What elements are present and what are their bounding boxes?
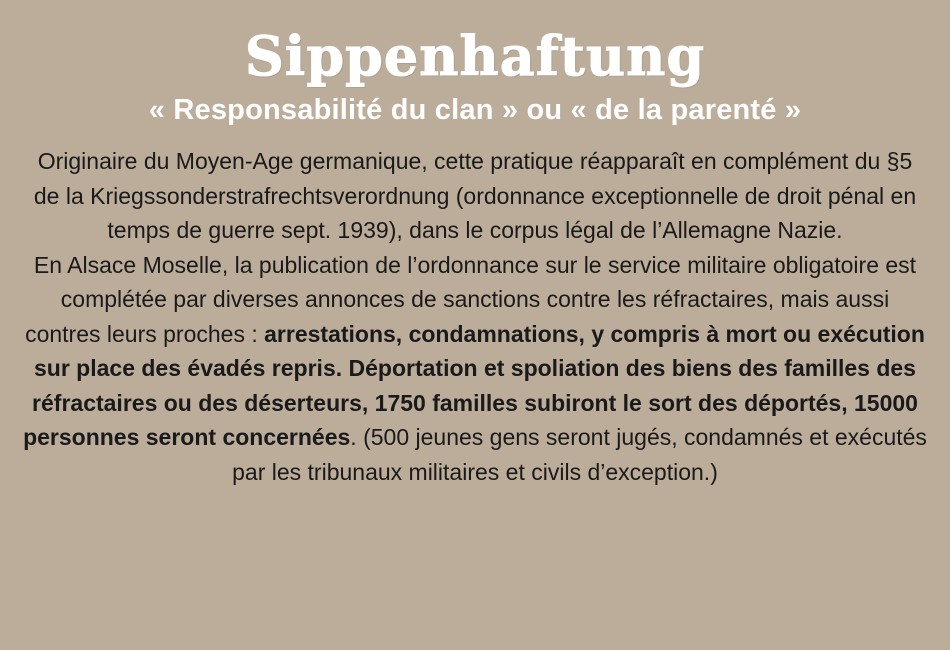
paragraph-text-start: En Alsace Moselle, la publication de l’ordonnance sur le service militaire obligatoire est complétée par diverses annonces de sanctions contre les réfractaires, mais aussi contres leurs proches :: [25, 251, 917, 347]
paragraph-text-end: . (500 jeunes gens seront jugés, condamnés et exécutés par les tribunaux militaires et civils d’exception.): [232, 424, 927, 485]
body-text: [22, 144, 928, 489]
paragraph-alsace-moselle: [22, 248, 928, 490]
paragraph-origin: Originaire du Moyen-Age germanique, cette pratique réapparaît en complément du §5 de la Kriegssonderstrafrechtsverordnung (ordonnance exceptionnelle de droit pénal en temps de guerre sept. 1939), dans le corpus légal de l’Allemagne Nazie.: [33, 148, 917, 243]
page-subtitle: « Responsabilité du clan » ou « de la parenté »: [148, 94, 802, 126]
page-title: Sippenhaftung: [244, 24, 706, 88]
sanctions-emphasis: arrestations, condamnations, y compris à mort ou exécution sur place des évadés repris. Déportation et spoliation des biens des familles des réfractaires ou des déserteurs, 1750 familles subiront le sort des déportés, 15000 personnes seront concernées: [23, 320, 925, 450]
